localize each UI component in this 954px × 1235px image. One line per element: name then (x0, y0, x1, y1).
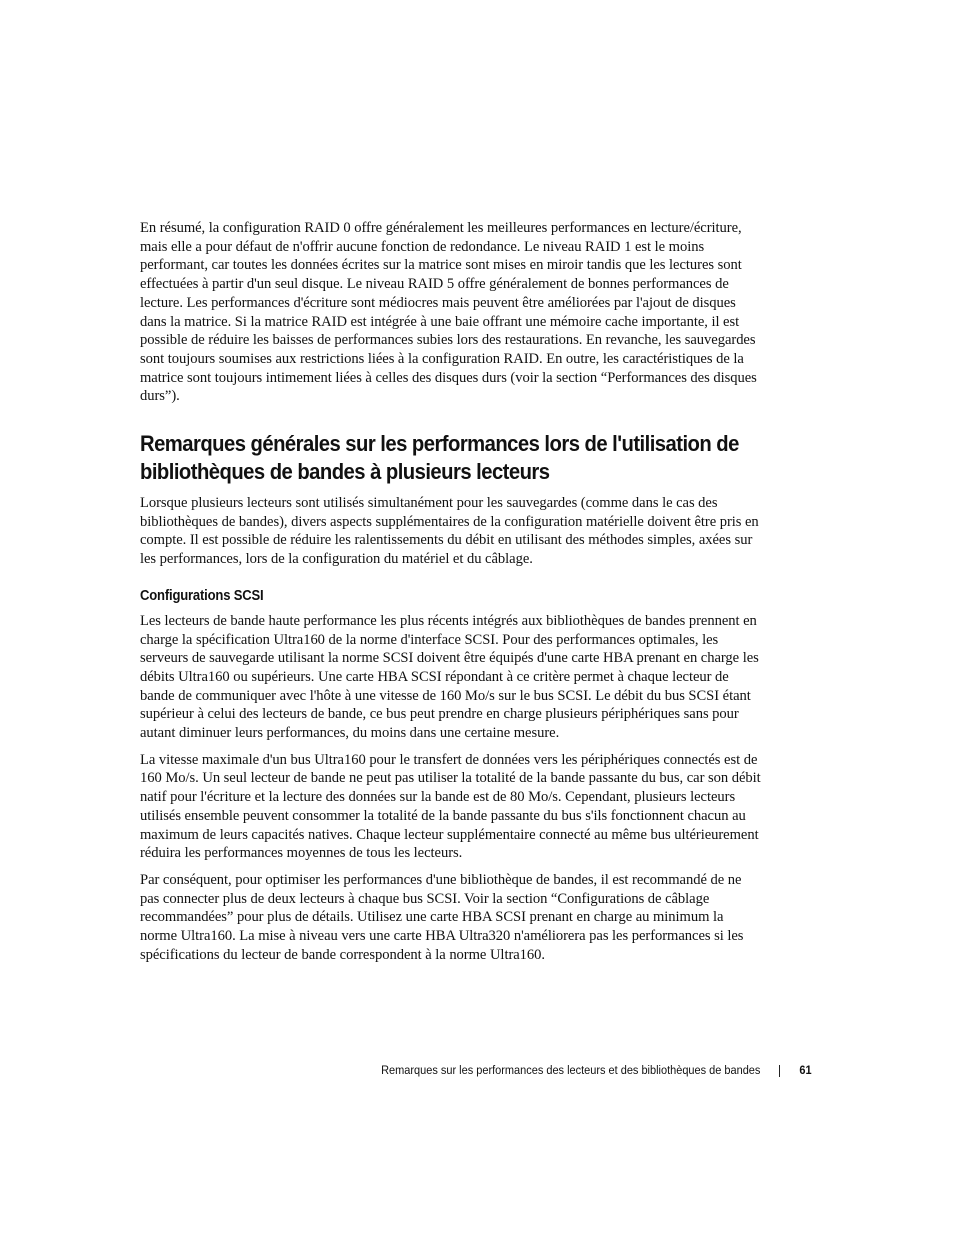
section-paragraph: Lorsque plusieurs lecteurs sont utilisés simultanément pour les sauvegardes (comme dans le cas des bibliothèques de bandes), divers aspects supplémentaires de la configuration matérielle doivent être pris en compte. Il est possible de réduire les ralentissements du débit en utilisant des méthodes simples, axées sur les performances, lors de la configuration du matériel et du câblage. (140, 495, 759, 568)
section-title: Remarques générales sur les performances lors de l'utilisation de bibliothèques de bandes à plusieurs lecteurs (140, 431, 739, 485)
subsection-title: Configurations SCSI (140, 587, 264, 604)
page-footer (0, 1061, 812, 1079)
subsection-paragraph: Les lecteurs de bande haute performance les plus récents intégrés aux bibliothèques de bandes prennent en charge la spécification Ultra160 de la norme d'interface SCSI. Pour des performances optimales, les serveurs de sauvegarde utilisant la norme SCSI doivent être équipés d'une carte HBA prenant en charge les débits Ultra160 ou supérieurs. Une carte HBA SCSI répondant à ce critère permet à chaque lecteur de bande de communiquer avec l'hôte à une vitesse de 160 Mo/s sur le bus SCSI. Le débit du bus SCSI étant supérieur à celui des lecteurs de bande, ce bus peut prendre en charge plusieurs périphériques sans pour autant diminuer leurs performances, du moins dans une certaine mesure. (140, 612, 759, 742)
intro-paragraph: En résumé, la configuration RAID 0 offre généralement les meilleures performances en lecture/écriture, mais elle a pour défaut de n'offrir aucune fonction de redondance. Le niveau RAID 1 est le moins performant, car toutes les données écrites sur la matrice sont mises en miroir tandis que les lectures sont effectuées à partir d'un seul disque. Le niveau RAID 5 offre généralement de bonnes performances de lecture. Les performances d'écriture sont médiocres mais peuvent être améliorées par l'ajout de disques dans la matrice. Si la matrice RAID est intégrée à une baie offrant une mémoire cache importante, il est possible de réduire les baisses de performances subies lors des restaurations. En revanche, les sauvegardes sont toujours soumises aux restrictions liées à la configuration RAID. En outre, les caractéristiques de la matrice sont toujours intimement liées à celles des disques durs (voir la section “Performances des disques durs”). (140, 220, 757, 405)
page-number: 61 (799, 1063, 812, 1077)
footer-chapter-title: Remarques sur les performances des lecteurs et des bibliothèques de bandes (380, 1063, 760, 1077)
footer-separator (779, 1065, 780, 1077)
subsection-paragraph: La vitesse maximale d'un bus Ultra160 pour le transfert de données vers les périphériques connectés est de 160 Mo/s. Un seul lecteur de bande ne peut pas utiliser la totalité de la bande passante du bus, car son débit natif pour l'écriture et la lecture des données sur la bande est de 80 Mo/s. Cependant, plusieurs lecteurs utilisés ensemble peuvent consommer la totalité de la bande passante du bus s'ils fonctionnent chacun au maximum de leurs capacités natives. Chaque lecteur supplémentaire connecté au même bus ultérieurement réduira les performances moyennes de tous les lecteurs. (140, 751, 761, 862)
page-content (140, 219, 762, 973)
subsection-paragraph: Par conséquent, pour optimiser les performances d'une bibliothèque de bandes, il est recommandé de ne pas connecter plus de deux lecteurs à chaque bus SCSI. Voir la section “Configurations de câblage recommandées” pour plus de détails. Utilisez une carte HBA SCSI prenant en charge au minimum la norme Ultra160. La mise à niveau vers une carte HBA Ultra320 n'améliorera pas les performances si les spécifications du lecteur de bande correspondent à la norme Ultra160. (140, 871, 744, 963)
